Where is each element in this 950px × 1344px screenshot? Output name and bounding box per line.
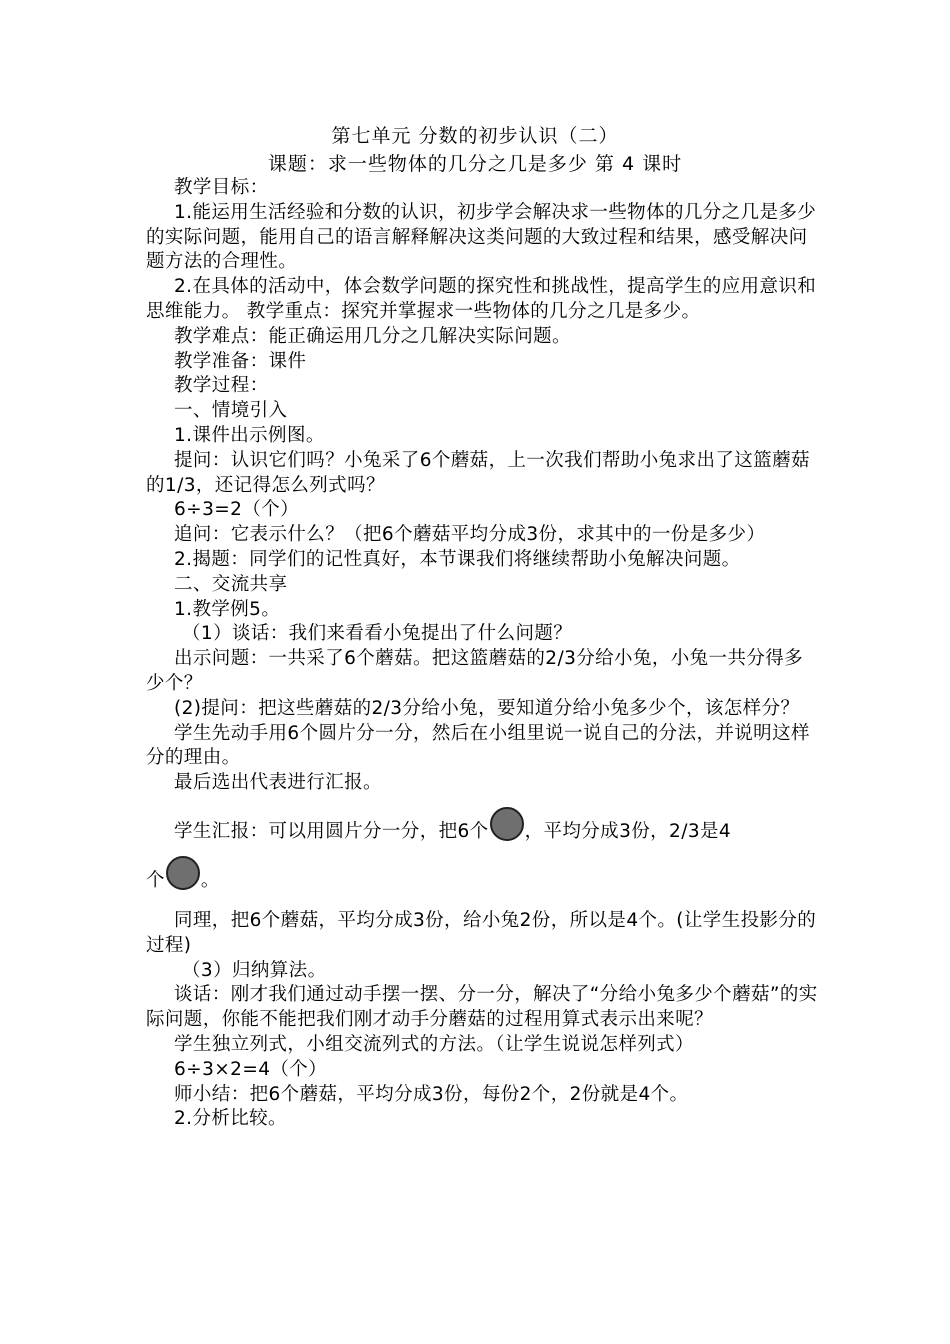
paragraph-teacher-summary: 师小结：把6个蘑菇，平均分成3份，每份2个，2份就是4个。 [174, 1083, 689, 1105]
counter-disc-icon [166, 856, 200, 890]
paragraph-step-1: 1.课件出示例图。 [174, 424, 325, 446]
report-text-b: ，平均分成3份，2/3是4 [524, 820, 732, 842]
section-heading-share: 二、交流共享 [174, 573, 288, 595]
paragraph-student-report-cont [146, 856, 818, 898]
unit-title: 第七单元 分数的初步认识（二） [331, 125, 619, 147]
paragraph-talk-2: 谈话：刚才我们通过动手摆一摆、分一分，解决了“分给小兔多少个蘑菇”的实际问题，你能不能把我们刚才动手分蘑菇的过程用算式表示出来呢？ [146, 984, 818, 1031]
paragraph-topic: 2.揭题：同学们的记性真好，本节课我们将继续帮助小兔解决问题。 [174, 548, 741, 570]
paragraph-difficulty: 教学难点：能正确运用几分之几解决实际问题。 [174, 325, 571, 347]
paragraph-ask-2: (2)提问：把这些蘑菇的2/3分给小兔，要知道分给小兔多少个，该怎样分？ [174, 697, 800, 719]
paragraph-compare: 2.分析比较。 [174, 1108, 287, 1130]
counter-disc-icon [490, 807, 524, 841]
formula-2: 6÷3×2=4（个） [174, 1058, 328, 1080]
paragraph-likewise: 同理，把6个蘑菇，平均分成3份，给小兔2份，所以是4个。(让学生投影分的过程) [146, 909, 817, 956]
report-text-d: 。 [200, 869, 220, 891]
paragraph-independent: 学生独立列式，小组交流列式的方法。（让学生说说怎样列式） [174, 1033, 694, 1055]
paragraph-student-report [146, 807, 818, 856]
lesson-title: 课题：求一些物体的几分之几是多少 第 4 课时 [267, 153, 683, 175]
paragraph-follow-up: 追问：它表示什么？（把6个蘑菇平均分成3份，求其中的一份是多少） [174, 524, 766, 546]
paragraph-question: 提问：认识它们吗？小兔采了6个蘑菇，上一次我们帮助小兔求出了这篮蘑菇的1/3，还记得怎么列式吗？ [146, 449, 810, 496]
paragraph-preparation: 教学准备：课件 [174, 350, 307, 372]
section-heading-intro: 一、情境引入 [174, 400, 288, 422]
paragraph-summarize-heading: （3）归纳算法。 [182, 959, 327, 981]
paragraph-report-select: 最后选出代表进行汇报。 [174, 772, 382, 794]
paragraph-goal-2: 2.在具体的活动中，体会数学问题的探究性和挑战性，提高学生的应用意识和思维能力。 教学重点：探究并掌握求一些物体的几分之几是多少。 [146, 276, 817, 322]
paragraph-talk-1: （1）谈话：我们来看看小兔提出了什么问题？ [182, 623, 573, 645]
paragraph-process-heading: 教学过程： [174, 375, 269, 397]
paragraph-hands-on: 学生先动手用6个圆片分一分，然后在小组里说一说自己的分法，并说明这样分的理由。 [146, 722, 810, 769]
paragraph-example-5: 1.教学例5。 [174, 598, 281, 620]
paragraph-teaching-goals-heading: 教学目标： [174, 177, 269, 198]
formula-1: 6÷3=2（个） [174, 499, 300, 521]
report-text-c: 个 [146, 869, 165, 891]
document-body [146, 176, 818, 1132]
report-text-a: 学生汇报：可以用圆片分一分，把6个 [174, 820, 489, 842]
paragraph-show-problem: 出示问题：一共采了6个蘑菇。把这篮蘑菇的2/3分给小兔，小兔一共分得多少个？ [146, 648, 804, 694]
paragraph-goal-1: 1.能运用生活经验和分数的认识，初步学会解决求一些物体的几分之几是多少的实际问题，能用自己的语言解释解决这类问题的大致过程和结果，感受解决问题方法的合理性。 [146, 201, 817, 273]
